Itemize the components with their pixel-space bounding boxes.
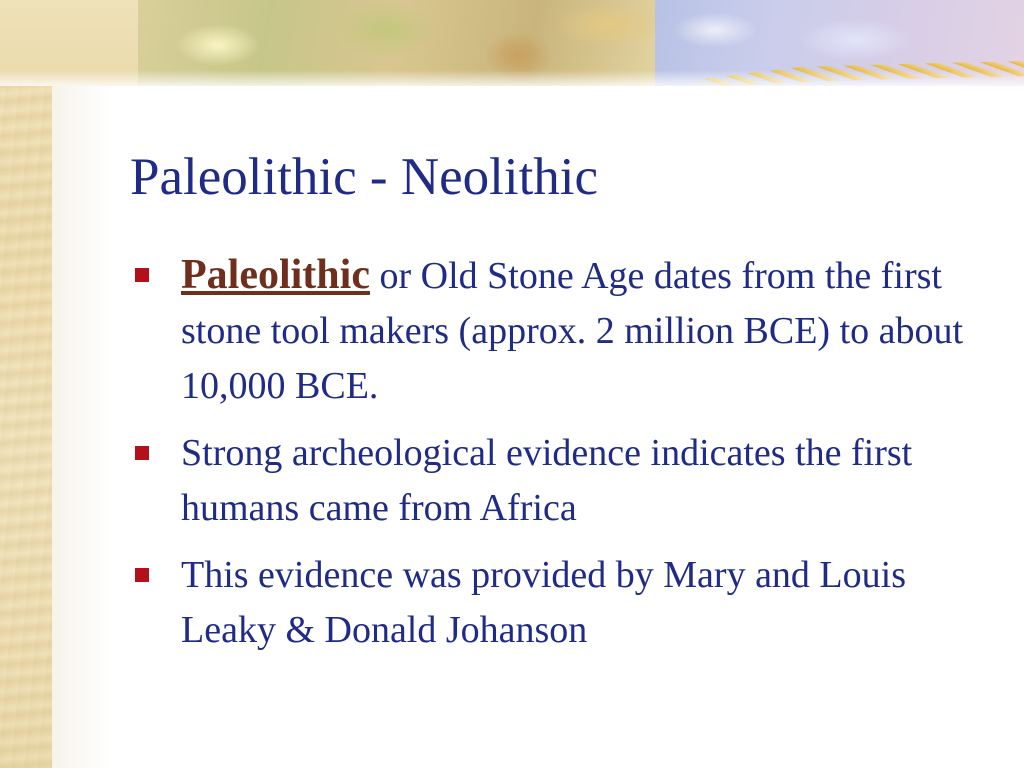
term-paleolithic: Paleolithic	[181, 252, 370, 298]
banner-fade	[0, 70, 1024, 86]
parchment-side-strip	[0, 0, 52, 768]
decorative-header-band	[0, 0, 1024, 86]
square-bullet-icon	[135, 268, 149, 282]
square-bullet-icon	[135, 446, 149, 460]
bullet-item-leaky	[130, 548, 990, 658]
slide-title: Paleolithic - Neolithic	[130, 148, 599, 206]
bullet-list	[130, 248, 990, 670]
bullet-text: Strong archeological evidence indicates the first humans came from Africa	[181, 432, 913, 529]
bullet-item-paleolithic	[130, 248, 990, 414]
square-bullet-icon	[135, 568, 149, 582]
bullet-text: or Old Stone Age dates from the first stone tool makers (approx. 2 million BCE) to about 10,000 BCE.	[181, 255, 964, 407]
bullet-item-africa	[130, 426, 990, 536]
bullet-text: This evidence was provided by Mary and Louis Leaky & Donald Johanson	[181, 554, 906, 651]
